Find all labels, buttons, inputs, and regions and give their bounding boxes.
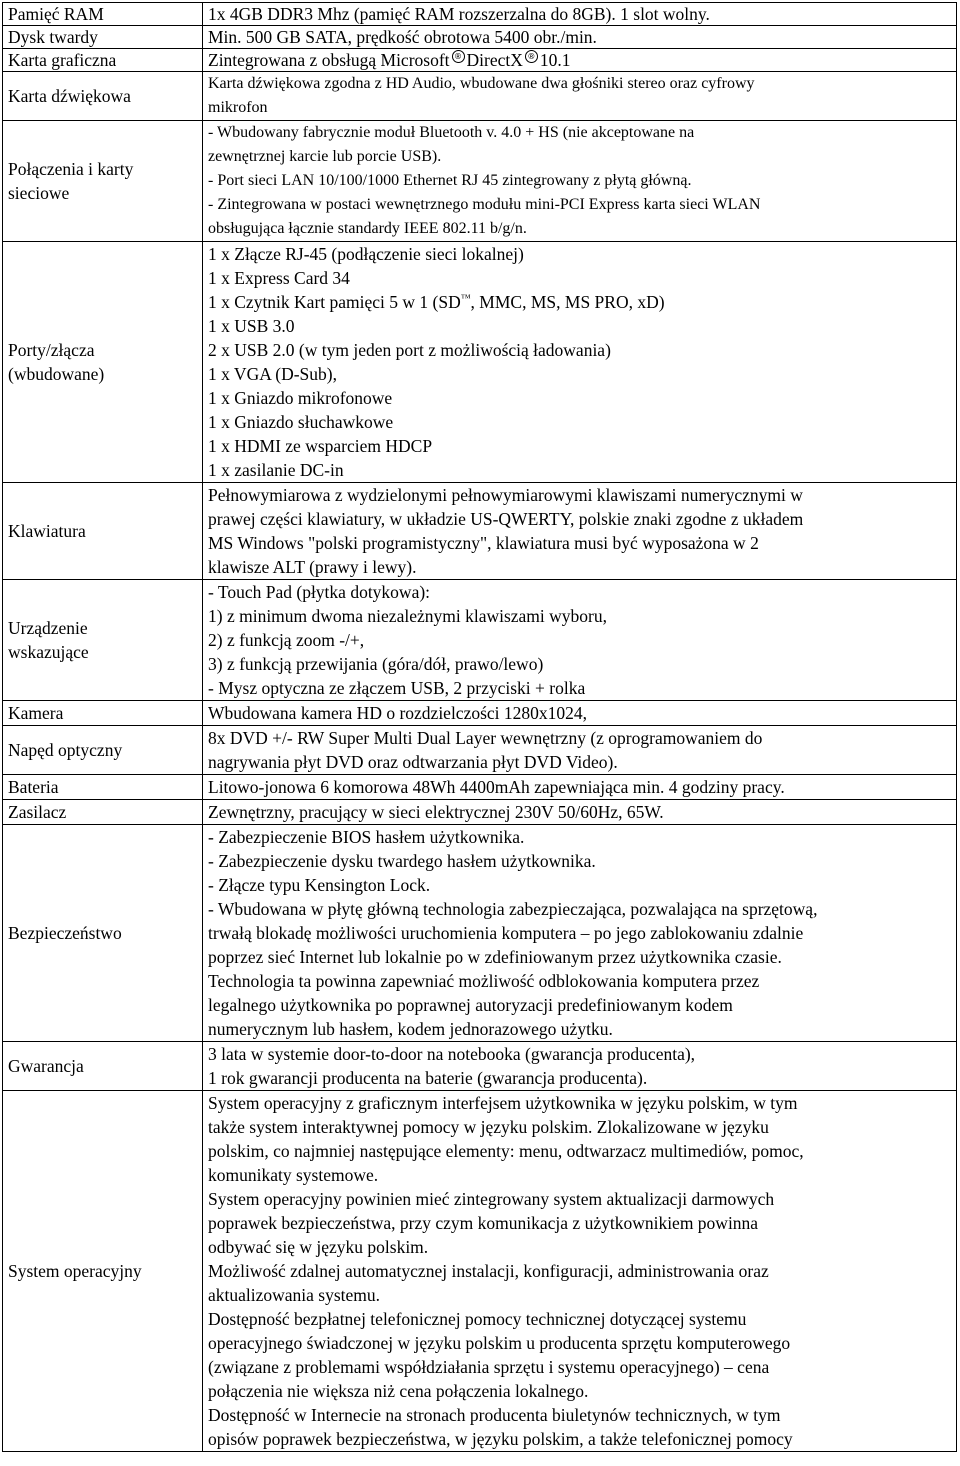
row-label (3, 242, 203, 483)
value-line: Możliwość zdalnej automatycznej instalacji, konfiguracji, administrowania oraz (208, 1261, 769, 1281)
row-label: Karta graficzna (3, 49, 203, 72)
value-line: - Zabezpieczenie BIOS hasłem użytkownika. (208, 827, 525, 847)
spec-row-pointing-device (3, 580, 957, 701)
spec-row-disk (3, 26, 957, 49)
value-line: 2 x USB 2.0 (w tym jeden port z możliwością ładowania) (208, 340, 611, 360)
row-label (3, 121, 203, 242)
value-line: obsługująca łącznie standardy IEEE 802.11 b/g/n. (208, 220, 527, 237)
spec-row-keyboard (3, 483, 957, 580)
trademark-icon: ™ (460, 293, 471, 305)
row-value (203, 121, 957, 242)
value-line: 1 x HDMI ze wsparciem HDCP (208, 436, 433, 456)
value-line: 1 x Express Card 34 (208, 268, 350, 288)
value-line: 1 x VGA (D-Sub), (208, 364, 337, 384)
value-line: - Touch Pad (płytka dotykowa): (208, 582, 431, 602)
label-line: Urządzenie (8, 618, 88, 638)
value-line: mikrofon (208, 99, 268, 116)
value-line: Zewnętrzny, pracujący w sieci elektrycznej 230V 50/60Hz, 65W. (208, 802, 664, 822)
spec-row-optical-drive (3, 726, 957, 775)
value-line: operacyjnego świadczonej w języku polskim u producenta sprzętu komputerowego (208, 1333, 791, 1353)
value-line: numerycznym lub hasłem, kodem jednorazowego użytku. (208, 1019, 613, 1039)
row-value (203, 800, 957, 825)
row-value (203, 483, 957, 580)
row-value (203, 580, 957, 701)
label-line: Połączenia i karty (8, 159, 134, 179)
value-line: Wbudowana kamera HD o rozdzielczości 1280x1024, (208, 703, 588, 723)
value-line: - Wbudowany fabrycznie moduł Bluetooth v. 4.0 + HS (nie akceptowane na (208, 124, 695, 141)
value-line: (związane z problemami współdziałania sprzętu i systemu operacyjnego) – cena (208, 1357, 770, 1377)
card-reader-text: 1 x Czytnik Kart pamięci 5 w 1 (SD (208, 292, 461, 312)
row-value (203, 701, 957, 726)
spec-row-security (3, 825, 957, 1042)
value-line: - Zabezpieczenie dysku twardego hasłem użytkownika. (208, 851, 596, 871)
row-label: Napęd optyczny (3, 726, 203, 775)
value-line: także system interaktywnej pomocy w języku polskim. Zlokalizowane w języku (208, 1117, 769, 1137)
label-line: Porty/złącza (8, 340, 95, 360)
label-line: wskazujące (8, 642, 89, 662)
spec-row-ports (3, 242, 957, 483)
value-line: Pełnowymiarowa z wydzielonymi pełnowymiarowymi klawiszami numerycznymi w (208, 485, 803, 505)
row-label: Bezpieczeństwo (3, 825, 203, 1042)
spec-row-sound (3, 72, 957, 121)
value-line: 1 x Gniazdo słuchawkowe (208, 412, 394, 432)
value-line: - Mysz optyczna ze złączem USB, 2 przyciski + rolka (208, 678, 586, 698)
row-label: Bateria (3, 775, 203, 800)
value-line: - Zintegrowana w postaci wewnętrznego modułu mini-PCI Express karta sieci WLAN (208, 196, 761, 213)
row-value (203, 72, 957, 121)
value-line: poprzez sieć Internet lub lokalnie po w zdefiniowanym przez użytkownika czasie. (208, 947, 782, 967)
spec-row-power-supply (3, 800, 957, 825)
graphics-directx: DirectX (466, 50, 523, 70)
value-line: Litowo-jonowa 6 komorowa 48Wh 4400mAh zapewniająca min. 4 godziny pracy. (208, 777, 785, 797)
graphics-prefix: Zintegrowana z obsługą Microsoft (208, 50, 450, 70)
value-line: System operacyjny powinien mieć zintegrowany system aktualizacji darmowych (208, 1189, 775, 1209)
row-value (203, 726, 957, 775)
row-label: Pamięć RAM (3, 3, 203, 26)
value-line: 1 rok gwarancji producenta na baterie (gwarancja producenta). (208, 1068, 648, 1088)
value-line: komunikaty systemowe. (208, 1165, 379, 1185)
value-line: zewnętrznej karcie lub porcie USB). (208, 148, 442, 165)
value-line: klawisze ALT (prawy i lewy). (208, 557, 417, 577)
value-line: System operacyjny z graficznym interfejsem użytkownika w języku polskim, w tym (208, 1093, 798, 1113)
row-value (203, 1042, 957, 1091)
row-label: Zasilacz (3, 800, 203, 825)
value-line: prawej części klawiatury, w układzie US-QWERTY, polskie znaki zgodne z układem (208, 509, 804, 529)
row-value (203, 242, 957, 483)
row-value (203, 775, 957, 800)
row-value (203, 26, 957, 49)
registered-mark-icon: ® (452, 50, 465, 63)
value-line: MS Windows "polski programistyczny", klawiatura musi być wyposażona w 2 (208, 533, 759, 553)
row-label: Kamera (3, 701, 203, 726)
value-line: odbywać się w języku polskim. (208, 1237, 429, 1257)
value-line: Dostępność bezpłatnej telefonicznej pomocy technicznej dotyczącej systemu (208, 1309, 747, 1329)
specification-table (2, 2, 957, 1452)
value-line: Technologia ta powinna zapewniać możliwość odblokowania komputera przez (208, 971, 760, 991)
spec-row-graphics (3, 49, 957, 72)
spec-row-network (3, 121, 957, 242)
value-line: połączenia nie większa niż cena połączenia lokalnego. (208, 1381, 589, 1401)
value-line: 8x DVD +/- RW Super Multi Dual Layer wewnętrzny (z oprogramowaniem do (208, 728, 763, 748)
value-line: aktualizowania systemu. (208, 1285, 381, 1305)
card-reader-formats: , MMC, MS, MS PRO, xD) (470, 292, 665, 312)
row-value (203, 3, 957, 26)
value-line: opisów poprawek bezpieczeństwa, w języku polskim, a także telefonicznej pomocy (208, 1429, 793, 1449)
row-value (203, 49, 957, 72)
row-label (3, 580, 203, 701)
row-label: System operacyjny (3, 1091, 203, 1452)
value-line: 1 x USB 3.0 (208, 316, 295, 336)
value-line: 3 lata w systemie door-to-door na notebooka (gwarancja producenta), (208, 1044, 696, 1064)
value-line: - Wbudowana w płytę główną technologia zabezpieczająca, pozwalająca na sprzętową, (208, 899, 818, 919)
spec-row-camera (3, 701, 957, 726)
value-line: poprawek bezpieczeństwa, przy czym komunikacja z użytkownikiem powinna (208, 1213, 759, 1233)
value-line: 1 x Gniazdo mikrofonowe (208, 388, 393, 408)
value-line: polskim, co najmniej następujące elementy: menu, odtwarzacz multimediów, pomoc, (208, 1141, 804, 1161)
value-line: 1 x zasilanie DC-in (208, 460, 344, 480)
value-line: trwałą blokadę możliwości uruchomienia komputera – po jego zablokowaniu zdalnie (208, 923, 804, 943)
spec-row-battery (3, 775, 957, 800)
value-line: 1x 4GB DDR3 Mhz (pamięć RAM rozszerzalna do 8GB). 1 slot wolny. (208, 4, 710, 24)
row-label: Klawiatura (3, 483, 203, 580)
value-line: 1 x Złącze RJ-45 (podłączenie sieci lokalnej) (208, 244, 524, 264)
row-value (203, 1091, 957, 1452)
row-label: Karta dźwiękowa (3, 72, 203, 121)
label-line: sieciowe (8, 183, 70, 203)
row-value (203, 825, 957, 1042)
value-line: - Port sieci LAN 10/100/1000 Ethernet RJ 45 zintegrowany z płytą główną. (208, 172, 692, 189)
value-line: 2) z funkcją zoom -/+, (208, 630, 365, 650)
value-line (208, 290, 951, 314)
registered-mark-icon: ® (525, 50, 538, 63)
row-label: Gwarancja (3, 1042, 203, 1091)
value-line: Dostępność w Internecie na stronach producenta biuletynów technicznych, w tym (208, 1405, 781, 1425)
value-line: 3) z funkcją przewijania (góra/dół, prawo/lewo) (208, 654, 544, 674)
spec-row-warranty (3, 1042, 957, 1091)
value-line: legalnego użytkownika po poprawnej autoryzacji predefiniowanym kodem (208, 995, 733, 1015)
label-line: (wbudowane) (8, 364, 105, 384)
value-line: Min. 500 GB SATA, prędkość obrotowa 5400 obr./min. (208, 27, 597, 47)
value-line: Karta dźwiękowa zgodna z HD Audio, wbudowane dwa głośniki stereo oraz cyfrowy (208, 75, 755, 92)
value-line: 1) z minimum dwoma niezależnymi klawiszami wyboru, (208, 606, 607, 626)
spec-row-ram (3, 3, 957, 26)
graphics-version: 10.1 (539, 50, 571, 70)
row-label: Dysk twardy (3, 26, 203, 49)
spec-row-operating-system (3, 1091, 957, 1452)
value-line: nagrywania płyt DVD oraz odtwarzania płyt DVD Video). (208, 752, 618, 772)
value-line: - Złącze typu Kensington Lock. (208, 875, 431, 895)
